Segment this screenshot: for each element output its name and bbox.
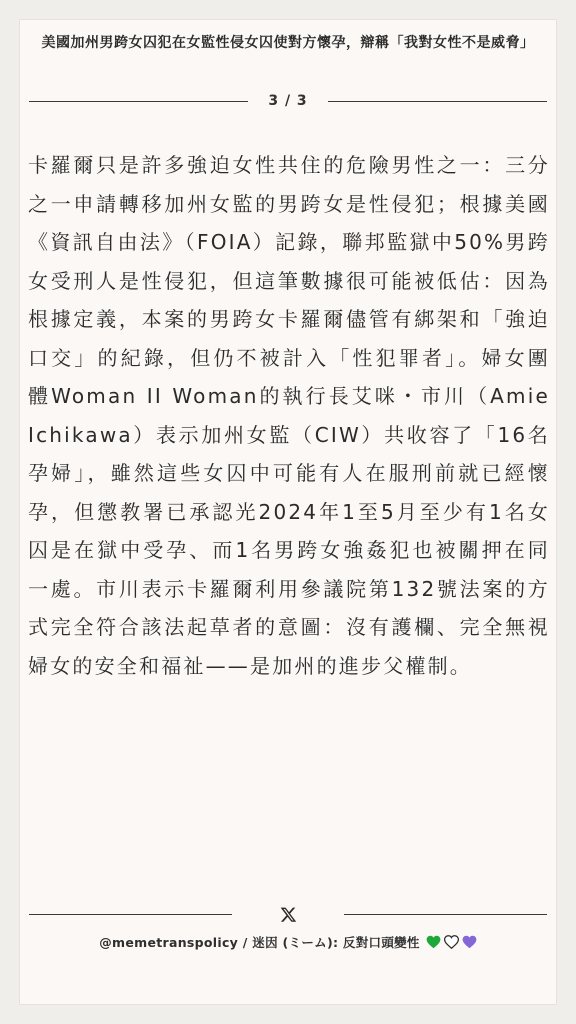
body-paragraph: 卡羅爾只是許多強迫女性共住的危險男性之一：三分之一申請轉移加州女監的男跨女是性侵犯；根據美國《資訊自由法》（FOIA）記錄，聯邦監獄中50%男跨女受刑人是性侵犯，但這筆數據很可能被低估：因為根據定義，本案的男跨女卡羅爾儘管有綁架和「強迫口交」的紀錄，但仍不被計入「性犯罪者」。婦女團體Woman II Woman的執行長艾咪・市川（Amie Ichikawa）表示加州女監（CIW）共收容了「16名孕婦」，雖然這些女囚中可能有人在服刑前就已經懷孕，但懲教署已承認光2024年1至5月至少有1名女囚是在獄中受孕、而1名男跨女強姦犯也被關押在同一處。市川表示卡羅爾利用參議院第132號法案的方式完全符合該法起草者的意圖：沒有護欄、完全無視婦女的安全和福祉——是加州的進步父權制。 — [28, 153, 550, 678]
footer-credit — [0, 933, 576, 951]
heart-icons — [426, 935, 477, 949]
footer-divider-row — [29, 902, 547, 926]
white-heart-icon — [444, 935, 459, 949]
page-indicator-row — [29, 90, 547, 112]
divider-right — [328, 101, 547, 102]
divider-left — [29, 101, 248, 102]
page-title: 美國加州男跨女囚犯在女監性侵女囚使對方懷孕，辯稱「我對女性不是威脅」 — [41, 35, 535, 51]
page-indicator: 3 / 3 — [268, 93, 308, 109]
footer-divider-right — [344, 914, 547, 915]
green-heart-icon — [426, 935, 441, 949]
x-logo-icon[interactable] — [276, 902, 300, 926]
footer-divider-left — [29, 914, 232, 915]
purple-heart-icon — [462, 935, 477, 949]
account-handle[interactable]: @memetranspolicy / 迷因 (ミーム): 反對口頭變性 — [99, 935, 420, 950]
